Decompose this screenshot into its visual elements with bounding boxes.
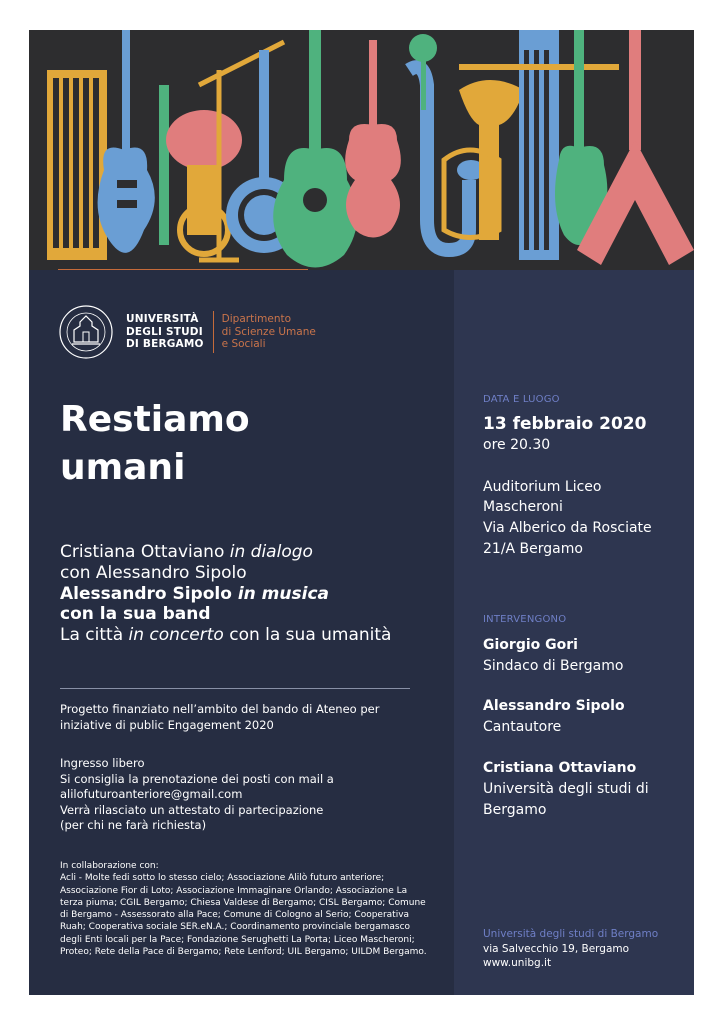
info-line: Verrà rilasciato un attestato di partecipazione: [60, 802, 324, 817]
university-name-line: DEGLI STUDI: [126, 325, 203, 338]
footer-website-link[interactable]: www.unibg.it: [483, 957, 552, 969]
department-name-line: di Scienze Umane: [221, 325, 316, 338]
university-name-line: DI BERGAMO: [126, 338, 204, 351]
university-logo: [58, 302, 316, 362]
trumpet-icon: [444, 80, 524, 240]
description-line-1: Cristiana Ottaviano in dialogo: [60, 542, 313, 562]
instruments-artwork: [29, 30, 694, 270]
footer-label: Università degli studi di Bergamo: [483, 928, 659, 940]
speaker: [483, 758, 649, 820]
funding-line: iniziative di public Engagement 2020: [60, 717, 274, 732]
title-line: Restiamo: [60, 399, 250, 440]
info-line: Ingresso libero: [60, 756, 145, 770]
speaker-name: Cristiana Ottaviano: [483, 759, 637, 776]
footer-address: via Salvecchio 19, Bergamo: [483, 942, 630, 955]
info-line: Si consiglia la prenotazione dei posti con mail a: [60, 771, 334, 786]
logo-divider: [213, 311, 214, 353]
description-line-3: Alessandro Sipolo in musica: [60, 583, 329, 604]
event-title: [60, 396, 250, 492]
speaker-name: Alessandro Sipolo: [483, 698, 625, 715]
title-line: umani: [60, 447, 186, 488]
funding-line: Progetto finanziato nell’ambito del bando di Ateneo per: [60, 702, 380, 716]
speakers-section: [483, 610, 649, 820]
university-seal-icon: [58, 304, 114, 360]
speakers-label: INTERVENGONO: [483, 614, 567, 625]
speaker-role: Sindaco di Bergamo: [483, 657, 624, 674]
event-label: DATA E LUOGO: [483, 394, 560, 405]
speaker-role: Bergamo: [483, 801, 547, 818]
speaker-role: Università degli studi di: [483, 780, 649, 797]
contact-email[interactable]: alilofuturoanteriore@gmail.com: [60, 787, 243, 801]
department-name: [222, 313, 316, 351]
department-name-line: e Sociali: [221, 338, 266, 351]
event-description: [60, 542, 391, 646]
admission-info: [60, 756, 334, 834]
funding-note: [60, 702, 379, 733]
event-time: ore 20.30: [483, 436, 551, 453]
speaker-role: Cantautore: [483, 719, 562, 736]
collaborators-heading: In collaborazione con:: [60, 861, 159, 871]
collaborators-list: Acli - Molte fedi sotto lo stesso cielo; Associazione Alilò futuro anteriore; Associazione Fior di Loto; Associazione Immaginare Orlando; Associazione La terza piuma; CGIL Bergamo; Chiesa Valdese di Bergamo; CISL Bergamo; Comune di Bergamo - Assessorato alla Pace; Comune di Cologno al Serio; Cooperativa Ruah; Cooperativa sociale SER.eN.A.; Coordinamento provinciale bergamasco degli Enti locali per la Pace; Fondazione Serughetti La Porta; Liceo Mascheroni; Proteo; Rete della Pace di Bergamo; Rete Lenford; UIL Bergamo; UILDM Bergamo.: [60, 873, 427, 958]
venue-line: Mascheroni: [483, 499, 563, 516]
venue-line: 21/A Bergamo: [483, 540, 583, 557]
collaborators: [60, 860, 430, 958]
university-name-line: UNIVERSITÀ: [126, 313, 199, 326]
venue-line: Auditorium Liceo: [483, 478, 602, 495]
university-name: [126, 313, 204, 351]
speaker: [483, 696, 649, 738]
clarinet-icon: [159, 85, 169, 245]
event-details: [483, 390, 652, 560]
keyboard-left-icon: [47, 70, 107, 260]
acoustic-guitar-icon: [273, 30, 357, 268]
description-line-5: La città in concerto con la sua umanità: [60, 625, 392, 646]
speaker-name: Giorgio Gori: [483, 636, 578, 653]
university-contact: [483, 927, 658, 971]
section-divider: [60, 688, 410, 689]
description-line-4: con la sua band: [60, 604, 211, 625]
speaker: [483, 635, 649, 677]
info-line: (per chi ne farà richiesta): [60, 818, 207, 832]
flute-icon: [459, 64, 619, 70]
description-line-2: con Alessandro Sipolo: [60, 562, 247, 583]
department-name-line: Dipartimento: [221, 313, 292, 326]
instruments-illustration: [29, 30, 694, 270]
violin-icon: [345, 40, 401, 238]
venue-line: Via Alberico da Rosciate: [483, 520, 652, 537]
event-date: 13 febbraio 2020: [483, 413, 647, 434]
